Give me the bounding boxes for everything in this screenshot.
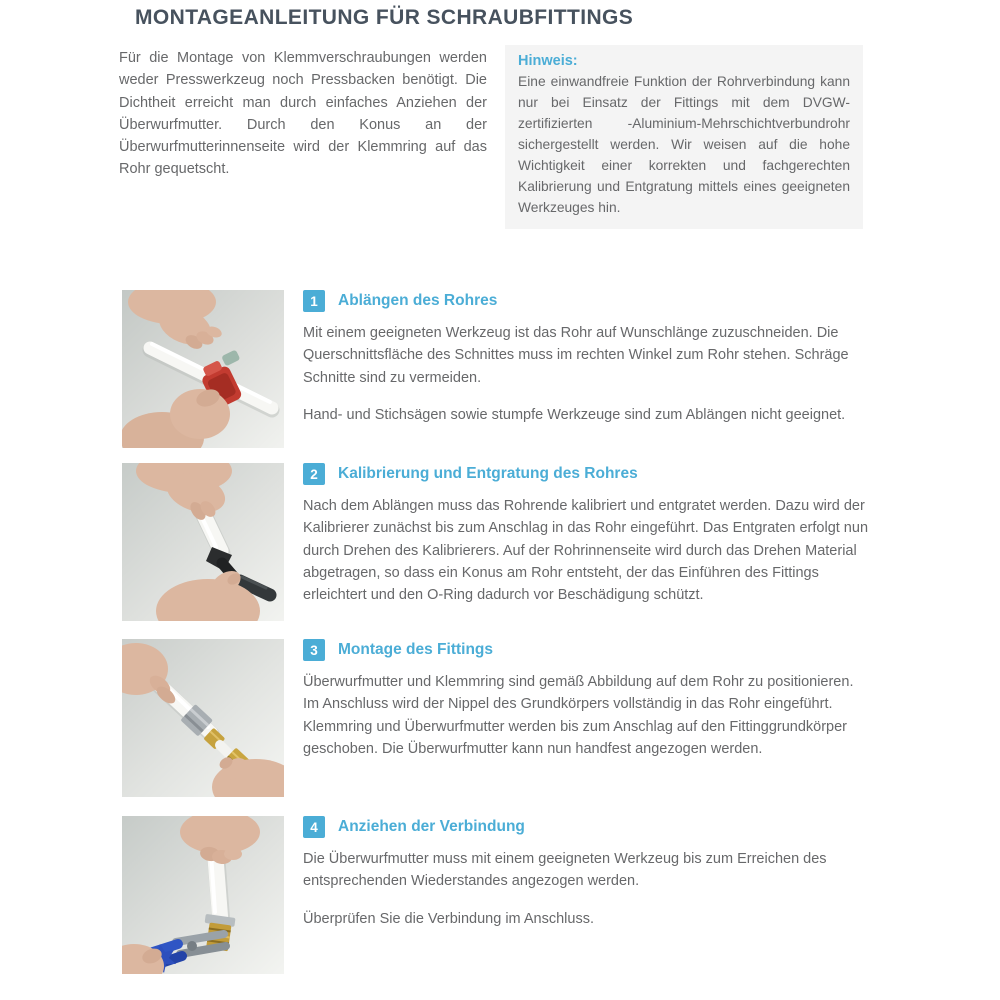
step1-title: Ablängen des Rohres (338, 292, 498, 309)
step3-number-badge: 3 (303, 639, 325, 661)
step1-paragraph-1: Mit einem geeigneten Werkzeug ist das Rohr auf Wunschlänge zuzuschneiden. Die Querschnittsfläche des Schnittes muss im rechten Winkel zum Rohr stehen. Schräge Schnitte sind zu vermeiden. (303, 325, 849, 386)
step4-photo-tightening-with-pliers (122, 816, 284, 974)
step2-photo-calibration (122, 463, 284, 621)
step-row-3 (122, 639, 870, 797)
step1-paragraph-2: Hand- und Stichsägen sowie stumpfe Werkzeuge sind zum Ablängen nicht geeignet. (303, 406, 846, 423)
step2-paragraph-1: Nach dem Ablängen muss das Rohrende kalibriert und entgratet werden. Dazu wird der Kalibrierer zunächst bis zum Anschlag in das Rohr eingeführt. Das Entgraten erfolgt nun durch Drehen des Kalibrierers. Auf der Rohrinnenseite wird durch das Drehen Material abgetragen, so dass ein Konus am Rohr entsteht, der das Einführen des Fittings erleichtert und den O-Ring dadurch vor Beschädigung schützt. (303, 498, 869, 604)
page-title: MONTAGEANLEITUNG FÜR SCHRAUBFITTINGS (135, 6, 634, 29)
step3-paragraph-1: Überwurfmutter und Klemmring sind gemäß Abbildung auf dem Rohr zu positionieren. Im Anschluss wird der Nippel des Grundkörpers vollständig in das Rohr eingeführt. Klemmring und Überwurfmutter werden bis zum Anschlag auf den Fittinggrundkörper geschoben. Die Überwurfmutter kann nun handfest angezogen werden. (303, 674, 854, 757)
step1-photo-pipe-cutting (122, 290, 284, 448)
step2-number-badge: 2 (303, 463, 325, 485)
step4-title: Anziehen der Verbindung (338, 818, 525, 835)
intro-paragraph: Für die Montage von Klemmverschraubungen werden weder Presswerkzeug noch Pressbacken benötigt. Die Dichtheit erreicht man durch einfaches Anziehen der Überwurfmutter. Durch den Konus an der Überwurfmutterinnenseite wird der Klemmring auf das Rohr gequetscht. (119, 50, 487, 178)
step-row-2 (122, 463, 870, 621)
step2-title: Kalibrierung und Entgratung des Rohres (338, 465, 638, 482)
note-label: Hinweis: (518, 53, 578, 69)
step3-title: Montage des Fittings (338, 641, 493, 658)
step1-number-badge: 1 (303, 290, 325, 312)
step-row-1 (122, 290, 870, 448)
note-text: Eine einwandfreie Funktion der Rohrverbindung kann nur bei Einsatz der Fittings mit dem DVGW-zertifizierten -Aluminium-Mehrschichtverbundrohr sichergestellt werden. Wir weisen auf die hohe Wichtigkeit einer korrekten und fachgerechten Kalibrierung und Entgratung mittels eines geeigneten Werkzeuges hin. (518, 74, 850, 215)
note-box (505, 45, 863, 229)
step4-number-badge: 4 (303, 816, 325, 838)
step4-paragraph-2: Überprüfen Sie die Verbindung im Anschluss. (303, 910, 594, 927)
step4-paragraph-1: Die Überwurfmutter muss mit einem geeigneten Werkzeug bis zum Erreichen des entsprechenden Wiederstandes angezogen werden. (303, 851, 827, 890)
step-row-4 (122, 816, 870, 974)
step3-photo-fitting-assembly (122, 639, 284, 797)
